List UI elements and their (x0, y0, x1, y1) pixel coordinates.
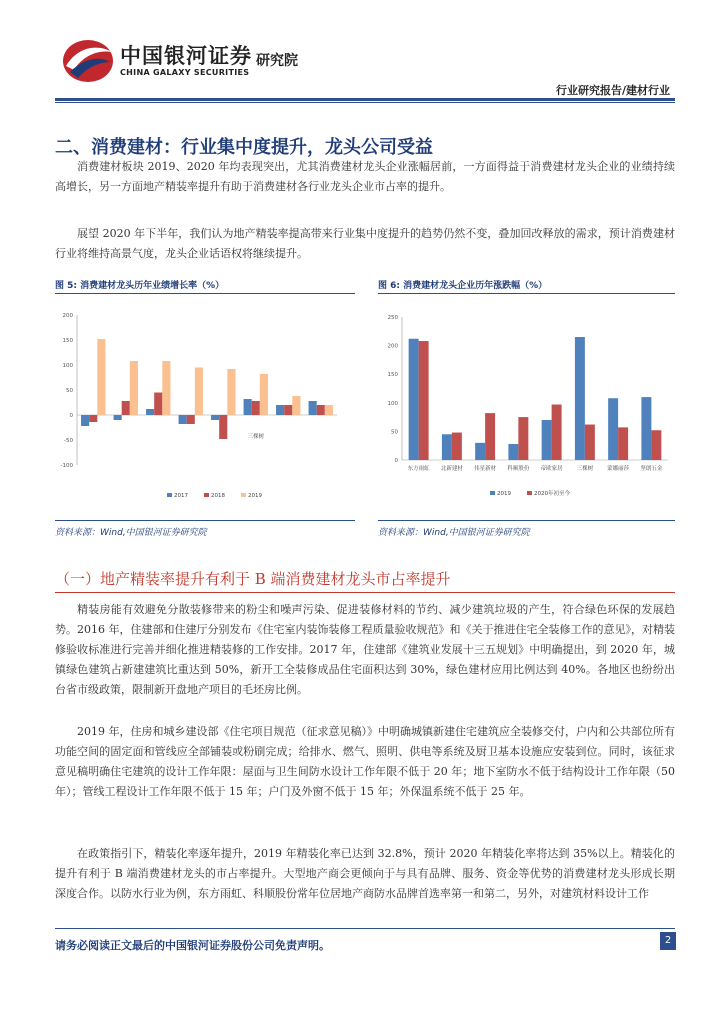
bar-2019-东方雨虹 (97, 339, 105, 415)
bar-2017-坚朗五金 (309, 401, 317, 415)
fig6-label: 图 6: 消费建材龙头企业历年涨跌幅（%） (378, 281, 548, 291)
x-tick-label: 伟星新材 (474, 466, 497, 472)
legend-swatch-2019 (241, 493, 246, 497)
legend-label: 2020年初至今 (534, 491, 570, 497)
bar-2020年初至今-蒙娜丽莎 (618, 427, 628, 460)
subsection-title: （一）地产精装率提升有利于 B 端消费建材龙头市占率提升 (55, 570, 451, 588)
bar-2020年初至今-伟星新材 (485, 413, 495, 460)
x-tick-label: 坚朗五金 (640, 466, 663, 472)
bar-2017-科顺股份 (179, 415, 187, 424)
bar-2019-三棵树 (575, 337, 585, 460)
bar-2018-坚朗五金 (317, 405, 325, 415)
bar-2020年初至今-北新建材 (452, 433, 462, 460)
y-tick-label: 150 (387, 372, 398, 379)
report-type: 行业研究报告/建材行业 (555, 84, 670, 97)
x-tick-label: 蒙娜丽莎 (607, 466, 630, 472)
legend-swatch-2020年初至今 (527, 491, 532, 495)
section-para-2: 展望 2020 年下半年，我们认为地产精装率提高带来行业集中度提升的趋势仍然不变，叠加回改释放的需求，预计消费建材行业将维持高景气度，龙头企业话语权将继续提升。 (55, 227, 675, 260)
bar-2019-北新建材 (442, 434, 452, 460)
institute-name: 研究院 (256, 53, 298, 69)
logo-cn: 中国银河证券 (120, 44, 252, 68)
x-tick-label: 北新建材 (440, 466, 463, 472)
section-para-1: 消费建材板块 2019、2020 年均表现突出，尤其消费建材龙头企业涨幅居前，一方面得益于消费建材龙头企业的业绩持续高增长，另一方面地产精装率提升有助于消费建材各行业龙头企业市占率的提升。 (55, 160, 675, 193)
bar-2017-帝欧家居 (211, 415, 219, 420)
logo-en: CHINA GALAXY SECURITIES (120, 68, 250, 77)
bar-2017-北新建材 (114, 415, 122, 420)
bar-2017-三棵树 (244, 399, 252, 415)
bar-2020年初至今-东方雨虹 (419, 341, 429, 460)
bar-2019-帝欧家居 (227, 369, 235, 415)
fig5-top-rule (55, 293, 355, 294)
x-tick-label: 科顺股份 (507, 466, 530, 472)
legend-label: 2019 (248, 493, 262, 499)
y-tick-label: 150 (62, 338, 73, 344)
fig6-source: 资料来源：Wind,中国银河证券研究院 (378, 528, 530, 538)
galaxy-logo-icon (60, 36, 116, 86)
bar-2019-坚朗五金 (641, 397, 651, 460)
footer-disclaimer: 请务必阅读正文最后的中国银河证券股份公司免责声明。 (55, 939, 330, 952)
bar-2019-蒙娜丽莎 (292, 396, 300, 415)
bar-2020年初至今-科顺股份 (518, 417, 528, 460)
y-tick-label: 100 (62, 363, 73, 369)
y-tick-label: 200 (62, 313, 73, 319)
bar-2019-帝欧家居 (542, 420, 552, 460)
y-tick-label: -100 (60, 463, 73, 469)
bar-2019-东方雨虹 (409, 339, 419, 460)
y-tick-label: -50 (64, 438, 73, 444)
bar-2020年初至今-三棵树 (585, 425, 595, 460)
fig5-label: 图 5: 消费建材龙头历年业绩增长率（%） (55, 281, 225, 291)
fig5-chart (55, 305, 355, 505)
header-rule (55, 98, 675, 101)
bar-2019-三棵树 (260, 374, 268, 415)
bar-2019-坚朗五金 (325, 405, 333, 415)
fig6-top-rule (378, 293, 675, 294)
bar-2020年初至今-帝欧家居 (552, 405, 562, 460)
x-tick-label: 东方雨虹 (407, 466, 430, 472)
fig5-bottom-rule (55, 520, 355, 521)
bar-2018-北新建材 (122, 401, 130, 415)
bar-2019-伟星新材 (162, 361, 170, 415)
y-tick-label: 200 (387, 343, 398, 350)
bar-2018-三棵树 (252, 401, 260, 415)
subsection-para-1: 精装房能有效避免分散装修带来的粉尘和噪声污染、促进装修材料的节约、减少建筑垃圾的产生，符合绿色环保的发展趋势。2016 年，住建部和住建厅分别发布《住宅室内装饰装修工程质量验收规范》和《关于推进住宅全装修工作的意见》，对精装修验收标准进行完善并细化推进精装修的工作安排。2017 年，住建部《建筑业发展十三五规划》中明确提出，到 2020 年，城镇绿色建筑占新建建筑比重达到 50%，新开工全装修成品住宅面积达到 30%，绿色建材应用比例达到 40%。各地区也纷纷出台省市级政策，限制新开盘地产项目的毛坯房比例。 (55, 603, 675, 696)
bar-2017-东方雨虹 (81, 415, 89, 426)
y-tick-label: 100 (387, 400, 398, 407)
bar-2018-科顺股份 (187, 415, 195, 424)
footer-rule (55, 928, 675, 929)
y-tick-label: 0 (394, 458, 398, 464)
page-number: 2 (660, 932, 676, 950)
legend-label: 2018 (211, 493, 225, 499)
legend-label: 2019 (497, 491, 511, 497)
bar-2017-伟星新材 (146, 409, 154, 415)
bar-2019-科顺股份 (195, 368, 203, 416)
bar-2019-北新建材 (130, 361, 138, 415)
bar-2019-伟星新材 (475, 443, 485, 460)
y-tick-label: 0 (69, 413, 73, 419)
bar-2019-科顺股份 (508, 444, 518, 460)
bar-2017-蒙娜丽莎 (276, 405, 284, 415)
x-tick-label: 三棵树 (247, 434, 265, 440)
legend-swatch-2017 (167, 493, 172, 497)
legend-swatch-2019 (490, 491, 495, 495)
subsection-para-2: 2019 年，住房和城乡建设部《住宅项目规范（征求意见稿）》中明确城镇新建住宅建筑应全装修交付，户内和公共部位所有功能空间的固定面和管线应全部铺装或粉刷完成；给排水、燃气、照明、供电等系统及厨卫基本设施应安装到位。同时，该征求意见稿明确住宅建筑的设计工作年限：屋面与卫生间防水设计工作年限不低于 20 年；地下室防水不低于结构设计工作年限（50 年）；管线工程设计工作年限不低于 15 年；户门及外窗不低于 15 年；外保温系统不低于 25 年。 (55, 725, 675, 798)
bar-2018-蒙娜丽莎 (284, 405, 292, 415)
bar-2018-东方雨虹 (89, 415, 97, 422)
section-title: 二、消费建材：行业集中度提升，龙头公司受益 (55, 137, 433, 158)
bar-2020年初至今-坚朗五金 (651, 430, 661, 460)
fig6-bottom-rule (378, 520, 675, 521)
header-rule-thin (55, 102, 675, 103)
x-tick-label: 三棵树 (576, 466, 594, 472)
subsection-para-3: 在政策指引下，精装化率逐年提升，2019 年精装化率已达到 32.8%，预计 2020 年精装化率将达到 35%以上。精装化的提升有利于 B 端消费建材龙头的市占率提升。大型地产商会更倾向于与具有品牌、服务、资金等优势的消费建材龙头形成长期深度合作。以防水行业为例，东方雨虹、科顺股份常年位居地产商防水品牌首选率第一和第二，另外，对建筑材料设计工作 (55, 847, 675, 900)
bar-2019-蒙娜丽莎 (608, 398, 618, 460)
bar-2018-伟星新材 (154, 393, 162, 416)
y-tick-label: 50 (66, 388, 73, 394)
subsection-rule (55, 592, 675, 593)
legend-swatch-2018 (204, 493, 209, 497)
x-tick-label: 帝欧家居 (540, 466, 563, 472)
fig5-source: 资料来源：Wind,中国银河证券研究院 (55, 528, 207, 538)
bar-2018-帝欧家居 (219, 415, 227, 439)
y-tick-label: 50 (391, 429, 398, 436)
y-tick-label: 250 (387, 315, 398, 321)
fig6-chart (378, 305, 675, 505)
legend-label: 2017 (174, 493, 188, 499)
